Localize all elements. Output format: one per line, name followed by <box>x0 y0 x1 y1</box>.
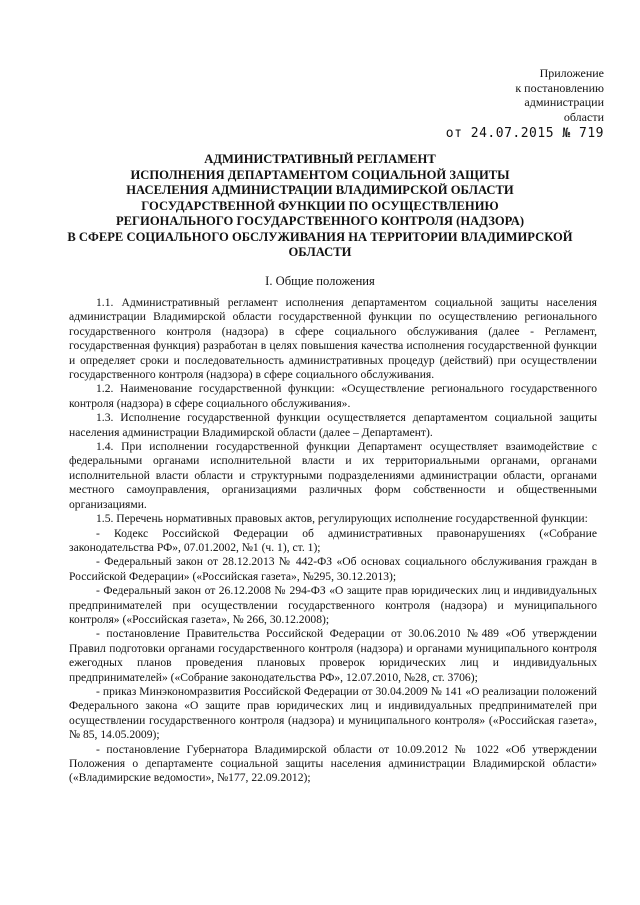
list-item: - постановление Правительства Российской Федерации от 30.06.2010 №489 «Об утверждении Правил подготовки органами государственного контроля (надзора) и органами муниципального контроля ежегодных планов проведения плановых проверок юридических лиц и индивидуальных предпринимателей» («Собрание законодательства РФ», 12.07.2010, №28, ст. 3706); <box>69 627 597 684</box>
title-line: ОБЛАСТИ <box>288 245 352 259</box>
appendix-line: к постановлению <box>515 80 604 95</box>
title-line: ИСПОЛНЕНИЯ ДЕПАРТАМЕНТОМ СОЦИАЛЬНОЙ ЗАЩИТЫ <box>130 167 510 182</box>
date-number-stamp: от 24.07.2015 № 719 <box>445 126 604 141</box>
appendix-line: администрации <box>524 95 604 109</box>
document-title <box>40 152 600 261</box>
appendix-line: Приложение <box>539 66 604 80</box>
paragraph: 1.5. Перечень нормативных правовых актов, регулирующих исполнение государственной функции: <box>96 512 588 526</box>
appendix-block <box>446 66 604 142</box>
appendix-line: области <box>563 109 604 124</box>
title-line: РЕГИОНАЛЬНОГО ГОСУДАРСТВЕННОГО КОНТРОЛЯ (НАДЗОРА) <box>115 214 525 228</box>
paragraph: 1.4. При исполнении государственной функции Департамент осуществляет взаимодействие с федеральными органами исполнительной власти и их территориальными органами, органами исполнительной власти области и структурными подразделениями администрации области, органами местного самоуправления, организациями различных форм собственности и общественными организациями. <box>69 440 597 511</box>
document-body <box>69 296 597 786</box>
title-line: В СФЕРЕ СОЦИАЛЬНОГО ОБСЛУЖИВАНИЯ НА ТЕРРИТОРИИ ВЛАДИМИРСКОЙ <box>67 229 573 244</box>
paragraph: 1.3. Исполнение государственной функции осуществляется департаментом социальной защиты населения администрации Владимирской области (далее – Департамент). <box>69 411 597 439</box>
section-heading: I. Общие положения <box>265 274 375 288</box>
list-item: - постановление Губернатора Владимирской области от 10.09.2012 № 1022 «Об утверждении Положения о департаменте социальной защиты населения администрации Владимирской области» («Владимирские ведомости», №177, 22.09.2012); <box>69 742 597 785</box>
title-line: НАСЕЛЕНИЯ АДМИНИСТРАЦИИ ВЛАДИМИРСКОЙ ОБЛАСТИ <box>126 183 514 197</box>
title-line: ГОСУДАРСТВЕННОЙ ФУНКЦИИ ПО ОСУЩЕСТВЛЕНИЮ <box>141 198 499 213</box>
paragraph: 1.1. Административный регламент исполнения департаментом социальной защиты населения администрации Владимирской области государственной функции по осуществлению регионального государственного контроля (надзора) в сфере социального обслуживания (далее - Регламент, государственная функция) разработан в целях повышения качества исполнения государственной функции и определяет сроки и последовательность административных процедур (действий) при осуществлении государственного контроля (надзора) в сфере социального обслуживания. <box>69 296 597 382</box>
list-item: - Кодекс Российской Федерации об административных правонарушениях («Собрание законодательства РФ», 07.01.2002, №1 (ч. 1), ст. 1); <box>69 526 597 554</box>
list-item: - Федеральный закон от 28.12.2013 № 442-ФЗ «Об основах социального обслуживания граждан в Российской Федерации» («Российская газета», №295, 30.12.2013); <box>69 555 597 583</box>
list-item: - приказ Минэкономразвития Российской Федерации от 30.04.2009 № 141 «О реализации положений Федерального закона «О защите прав юридических лиц и индивидуальных предпринимателей при осуществлении государственного контроля (надзора) и муниципального контроля» («Российская газета», № 85, 14.05.2009); <box>69 684 597 742</box>
list-item: - Федеральный закон от 26.12.2008 № 294-ФЗ «О защите прав юридических лиц и индивидуальных предпринимателей при осуществлении государственного контроля (надзора) и муниципального контроля» («Российская газета», № 266, 30.12.2008); <box>69 584 597 626</box>
paragraph: 1.2. Наименование государственной функции: «Осуществление регионального государственного контроля (надзора) в сфере социального обслуживания». <box>69 382 597 410</box>
title-line: АДМИНИСТРАТИВНЫЙ РЕГЛАМЕНТ <box>204 152 436 166</box>
